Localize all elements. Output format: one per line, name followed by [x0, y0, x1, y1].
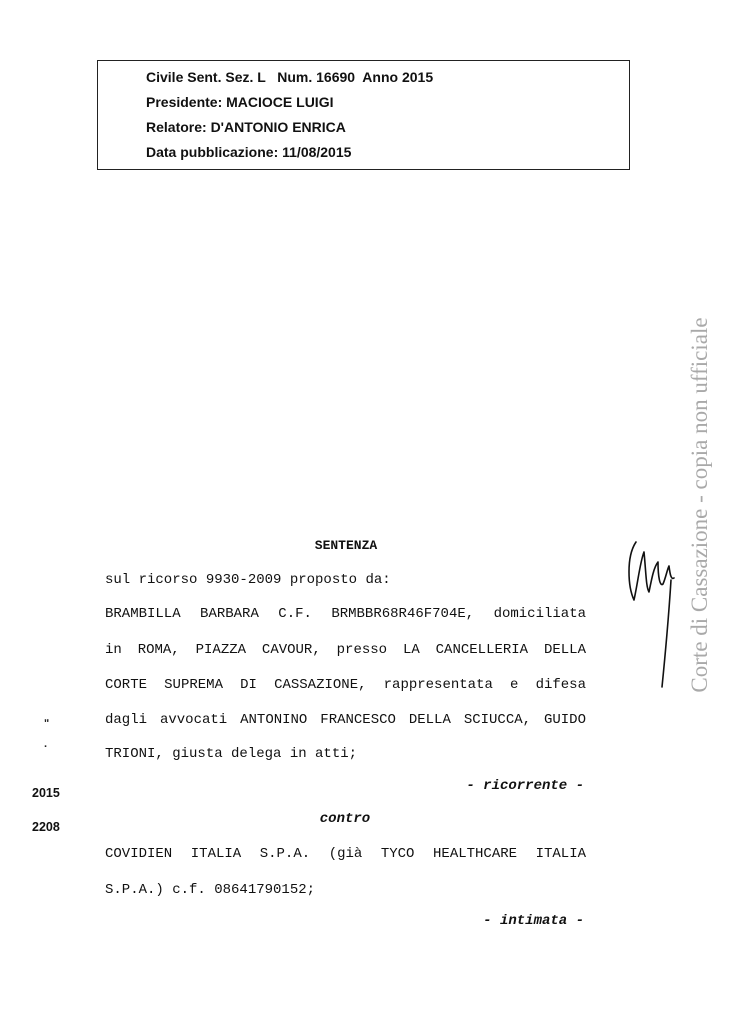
appellant-line: in ROMA, PIAZZA CAVOUR, presso LA CANCELLERIA DELLA [105, 642, 586, 658]
header-box [97, 60, 630, 170]
margin-year: 2015 [32, 786, 60, 800]
signature-mark [622, 532, 682, 692]
appellant-line: TRIONI, giusta delega in atti; [105, 746, 358, 762]
intro-line: sul ricorso 9930-2009 proposto da: [105, 572, 391, 588]
header-president-line: Presidente: MACIOCE LUIGI [146, 94, 334, 110]
against-label: contro [319, 811, 371, 827]
respondent-role: - intimata - [483, 913, 584, 929]
appellant-line: CORTE SUPREMA DI CASSAZIONE, rappresentata e difesa [105, 677, 586, 693]
margin-tick-mark: · [44, 741, 48, 753]
margin-tick-mark: ʺ [44, 718, 50, 730]
margin-number: 2208 [32, 820, 60, 834]
watermark: Corte di Cassazione - copia non ufficiale [687, 317, 712, 693]
header-publication-date-line: Data pubblicazione: 11/08/2015 [146, 144, 352, 160]
header-reporter-line: Relatore: D'ANTONIO ENRICA [146, 119, 346, 135]
appellant-line: dagli avvocati ANTONINO FRANCESCO DELLA SCIUCCA, GUIDO [105, 712, 586, 728]
document-title: SENTENZA [314, 538, 378, 553]
respondent-line: S.P.A.) c.f. 08641790152; [105, 882, 316, 898]
respondent-line: COVIDIEN ITALIA S.P.A. (già TYCO HEALTHCARE ITALIA [105, 846, 586, 862]
appellant-line: BRAMBILLA BARBARA C.F. BRMBBR68R46F704E, domiciliata [105, 606, 586, 622]
appellant-role: - ricorrente - [466, 778, 584, 794]
header-section-line: Civile Sent. Sez. L Num. 16690 Anno 2015 [146, 69, 434, 85]
